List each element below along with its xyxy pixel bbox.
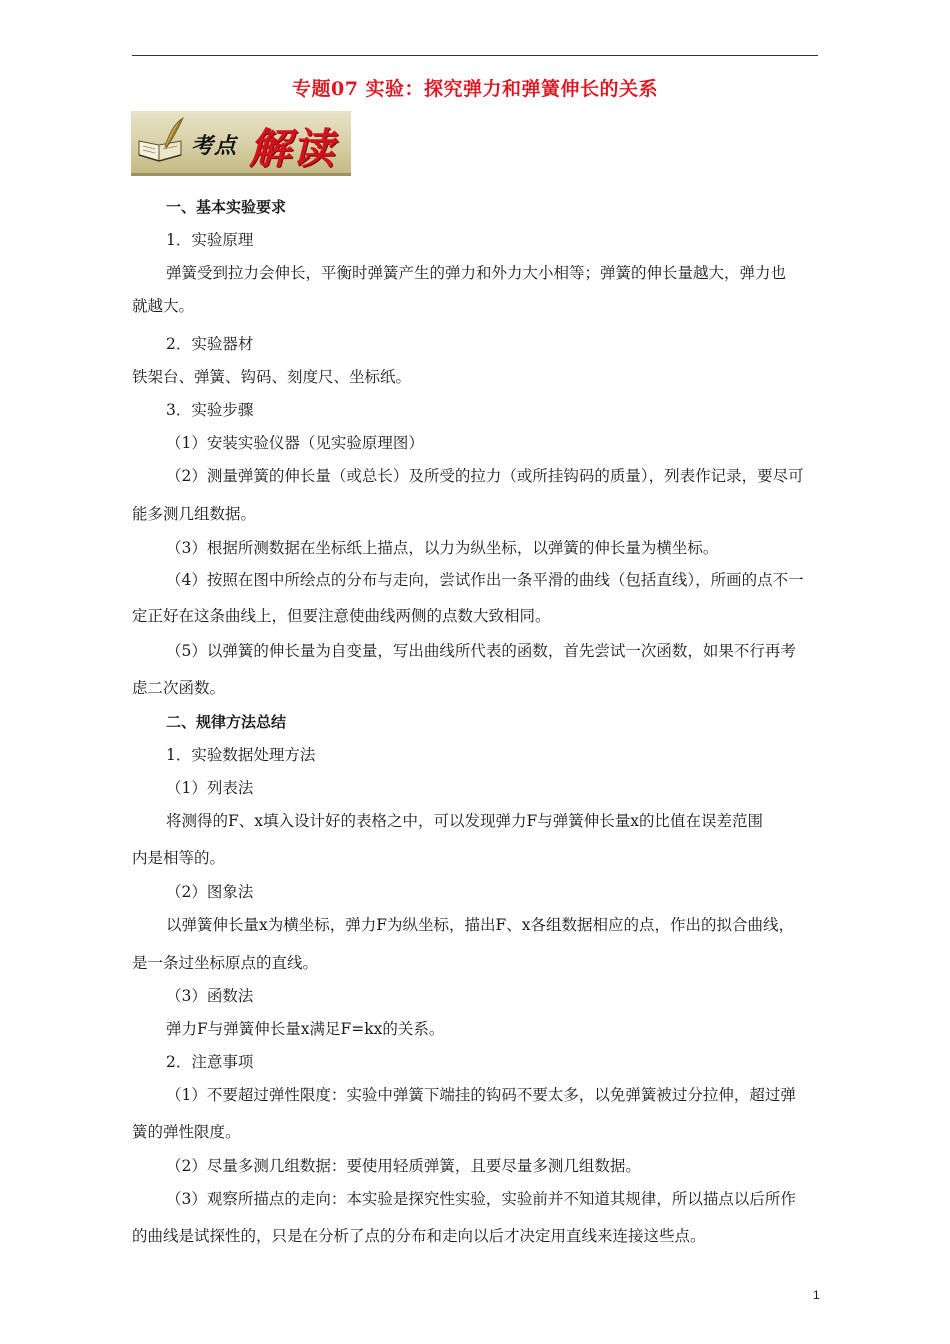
paragraph-line: 铁架台、弹簧、钩码、刻度尺、坐标纸。: [132, 368, 412, 386]
paragraph-line: 以弹簧伸长量x为横坐标，弹力F为纵坐标，描出F、x各组数据相应的点，作出的拟合曲线，: [166, 916, 794, 934]
paragraph-line: 定正好在这条曲线上，但要注意使曲线两侧的点数大致相同。: [132, 607, 551, 625]
paragraph-line: 能多测几组数据。: [132, 505, 257, 523]
header-rule: [132, 55, 818, 56]
section-heading: 一、基本实验要求: [166, 198, 287, 216]
paragraph-line: 的曲线是试探性的，只是在分析了点的分布和走向以后才决定用直线来连接这些点。: [132, 1227, 706, 1245]
subheading: （3）函数法: [166, 987, 254, 1005]
subheading: （2）图象法: [166, 883, 254, 901]
banner-jiedu-text: 解读: [249, 124, 336, 173]
paragraph-line: 内是相等的。: [132, 849, 226, 867]
subheading: 2．注意事项: [166, 1053, 254, 1071]
section-banner: [131, 111, 351, 176]
subheading: 2．实验器材: [166, 335, 254, 353]
document-title: 专题07 实验：探究弹力和弹簧伸长的关系: [291, 78, 659, 100]
subheading: 3．实验步骤: [166, 401, 254, 419]
section-heading: 二、规律方法总结: [166, 713, 287, 731]
subheading: 1．实验数据处理方法: [166, 746, 316, 764]
paragraph-line: （3）根据所测数据在坐标纸上描点，以力为纵坐标，以弹簧的伸长量为横坐标。: [166, 539, 719, 557]
paragraph-line: （4）按照在图中所绘点的分布与走向，尝试作出一条平滑的曲线（包括直线），所画的点不一: [166, 571, 804, 589]
paragraph-line: （1）安装实验仪器（见实验原理图）: [166, 434, 424, 452]
paragraph-line: 簧的弹性限度。: [132, 1123, 241, 1141]
paragraph-line: 虑二次函数。: [132, 679, 226, 697]
paragraph-line: （1）不要超过弹性限度：实验中弹簧下端挂的钩码不要太多，以免弹簧被过分拉伸，超过弹: [166, 1086, 796, 1104]
paragraph-line: 就越大。: [132, 297, 195, 315]
paragraph-line: 是一条过坐标原点的直线。: [132, 954, 319, 972]
banner-kaodian-text: 考点: [191, 134, 238, 159]
paragraph-line: 将测得的F、x填入设计好的表格之中，可以发现弹力F与弹簧伸长量x的比值在误差范围: [166, 812, 763, 830]
paragraph-line: （5）以弹簧的伸长量为自变量，写出曲线所代表的函数，首先尝试一次函数，如果不行再考: [166, 642, 796, 660]
paragraph-line: （2）尽量多测几组数据：要使用轻质弹簧，且要尽量多测几组数据。: [166, 1157, 641, 1175]
paragraph-line: （2）测量弹簧的伸长量（或总长）及所受的拉力（或所挂钩码的质量），列表作记录，要尽可: [166, 467, 804, 485]
subheading: （1）列表法: [166, 779, 254, 797]
book-quill-icon: [135, 115, 187, 169]
paragraph-line: 弹力F与弹簧伸长量x满足F=kx的关系。: [166, 1020, 445, 1038]
page-number: 1: [813, 1288, 820, 1302]
paragraph-line: （3）观察所描点的走向：本实验是探究性实验，实验前并不知道其规律，所以描点以后所作: [166, 1190, 796, 1208]
paragraph-line: 弹簧受到拉力会伸长，平衡时弹簧产生的弹力和外力大小相等；弹簧的伸长量越大，弹力也: [166, 264, 787, 282]
subheading: 1．实验原理: [166, 231, 254, 249]
